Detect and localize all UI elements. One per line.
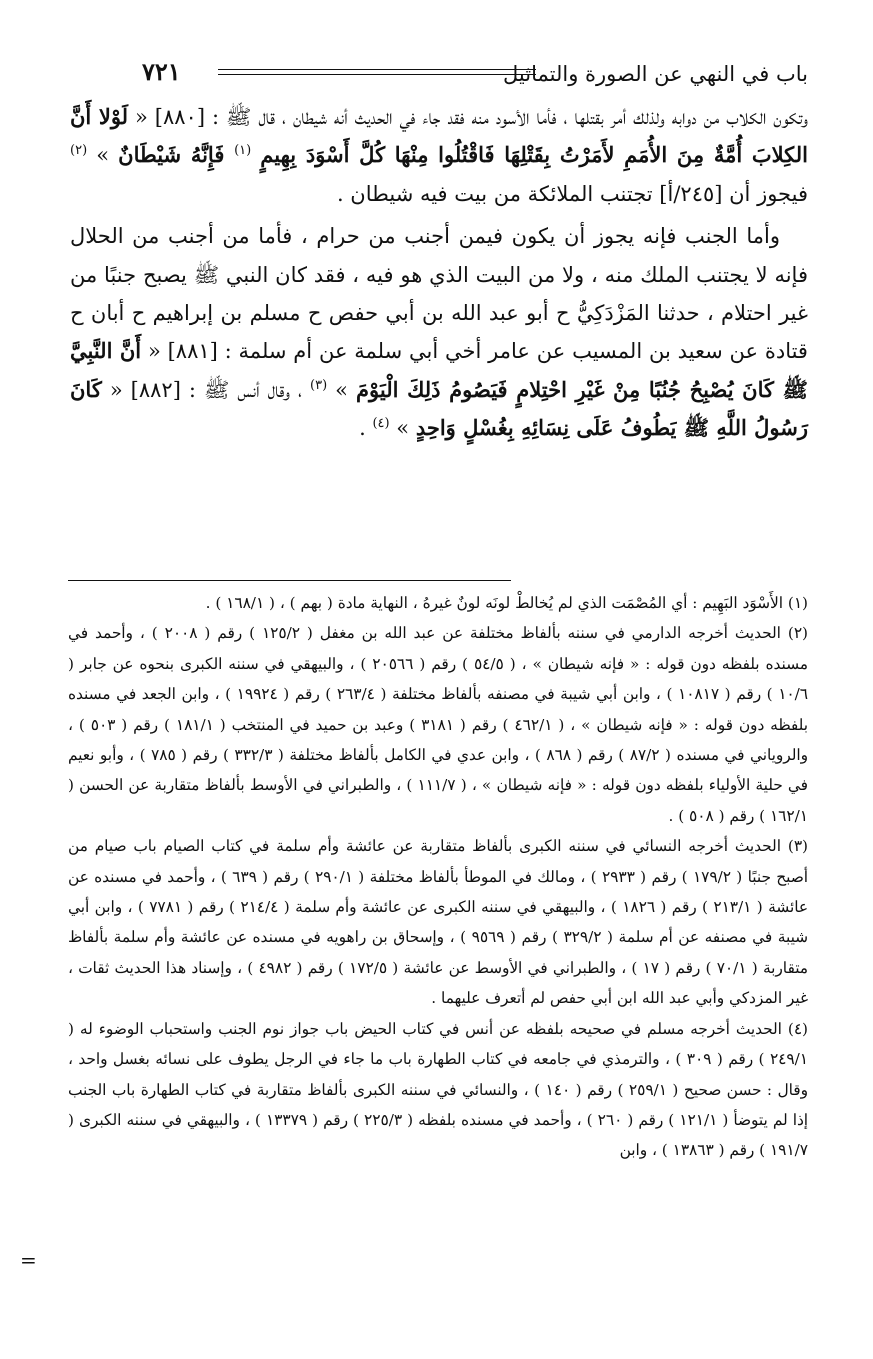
page-header (68, 58, 808, 94)
hadith-text: لَوْلا أَنَّ الكِلابَ أُمَّةٌ مِنَ الأُمَمِ لأَمَرْتُ بِقَتْلِهَا فَاقْتُلُوا مِنْهَا كُلَّ أَسْوَدَ بِهِيمٍ (70, 104, 808, 168)
text-segment: ، وقال أنس ﷺ : [٨٨٢] « (101, 377, 311, 402)
hadith-text: فَإِنَّهُ شَيْطَانٌ (118, 142, 235, 168)
footnote-ref: (٣) (310, 377, 328, 393)
footnote-3: (٣) الحديث أخرجه النسائي في سننه الكبرى بألفاظ متقاربة عن عائشة وأم سلمة في كتاب الصيام باب صيام من أصبح جنبًا ( ١٧٩/٢ ) رقم ( ٢٩٣٣ ) ، ومالك في الموطأ بألفاظ مختلفة ( ٢٩٠/١ ) رقم ( ٦٣٩ ) ، وأحمد في مسنده عن عائشة ( ٢١٣/١ ) رقم ( ١٨٢٦ ) ، والبيهقي في سننه الكبرى عن عائشة وأم سلمة ( ٢١٤/٤ ) رقم ( ٧٧٨١ ) ، وابن أبي شيبة في مصنفه عن أم سلمة ( ٣٢٩/٢ ) رقم ( ٩٥٦٩ ) ، وإسحاق بن راهويه في مسنده عن عائشة وأم سلمة بألفاظ متقاربة ( ٧٠/١ ) رقم ( ١٧ ) ، والطبراني في الأوسط عن عائشة ( ١٧٢/٥ ) رقم ( ٤٩٨٢ ) ، وإسناد هذا الحديث ثقات ، غير المزدكي وأبي عبد الله ابن أبي حفص لم أتعرف عليهما . (68, 837, 809, 1008)
footnote-2: (٢) الحديث أخرجه الدارمي في سننه بألفاظ مختلفة عن عبد الله بن مغفل ( ١٢٥/٢ ) رقم ( ٢٠٠٨ ) ، وأحمد في مسنده بلفظه دون قوله : « فإنه شيطان » ، ( ٥٤/٥ ) رقم ( ٢٠٥٦٦ ) ، والبيهقي في سننه الكبرى بنحوه عن جابر ( ١٠/٦ ) رقم ( ١٠٨١٧ ) ، وابن أبي شيبة في مصنفه بألفاظ مختلفة ( ٢٦٣/٤ ) رقم ( ١٩٩٢٤ ) ، وابن الجعد في مسنده بلفظه دون قوله : « فإنه شيطان » ، ( ٤٦٢/١ ) رقم ( ٣١٨١ ) وعبد بن حميد في المنتخب ( ١٨١/١ ) رقم ( ٥٠٣ ) ، والروياني في مسنده ( ٨٧/٢ ) رقم ( ٨٦٨ ) ، وابن عدي في الكامل بألفاظ مختلفة ( ٣٣٢/٣ ) رقم ( ٧٨٥ ) ، وأبو نعيم في حلية الأولياء بلفظه دون قوله : « فإنه شيطان » ، ( ١١١/٧ ) ، والطبراني في الأوسط بألفاظ متقاربة عن الحسن ( ١٦٢/١ ) رقم ( ٥٠٨ ) . (68, 624, 809, 825)
text-segment: . (359, 416, 373, 441)
continuation-mark: = (20, 1248, 37, 1272)
text-segment: فيجوز أن [٢٤٥/أ] تجتنب الملائكة من بيت فيه شيطان . (336, 181, 808, 206)
paragraph-2 (70, 217, 808, 447)
page-number: ٧٢١ (142, 57, 181, 86)
text-segment: » (87, 143, 119, 168)
hadith-text: كَانَ رَسُولُ اللَّهِ ﷺ يَطُوفُ عَلَى نِسَائِهِ بِغُسْلٍ وَاحِدٍ (70, 376, 808, 441)
text-segment: وتكون الكلاب من دوابه ولذلك أمر بقتلها ، فأما الأسود منه فقد جاء في الحديث أنه شيطان ، قال ﷺ : [٨٨٠] « (128, 105, 808, 129)
running-title: باب في النهي عن الصورة والتماثيل (503, 62, 808, 86)
header-double-rule (218, 69, 536, 75)
footnote-ref: (٤) (372, 416, 390, 432)
footnotes (68, 588, 808, 1166)
text-segment: وأما الجنب فإنه يجوز أن يكون فيمن أجنب من حرام ، فأما من أجنب من الحلال فإنه لا يجتنب الملك منه ، ولا من البيت الذي هو فيه ، فقد كان النبي ﷺ يصبح جنبًا من غير احتلام ، حدثنا المَزْدَكِيُّ ح أبو عبد الله بن أبي حفص ح مسلم بن إبراهيم ح أبان ح قتادة عن سعيد بن المسيب عن عامر أخي أبي سلمة عن أم سلمة : [٨٨١] « (70, 224, 808, 364)
paragraph-1 (70, 98, 808, 213)
main-text (70, 98, 808, 448)
footnote-ref: (١) (234, 143, 252, 159)
footnote-separator (68, 580, 511, 581)
footnote-1: (١) الأَسْوَد البَهِيم : أي المُصْمَت الذي لم يُخالطْ لونَه لونٌ غيرهُ ، النهاية مادة ( بهم ) ، ( ١٦٨/١ ) . (205, 594, 808, 612)
footnote-4: (٤) الحديث أخرجه مسلم في صحيحه بلفظه عن أنس في كتاب الحيض باب جواز نوم الجنب واستحباب الوضوء له ( ٢٤٩/١ ) رقم ( ٣٠٩ ) ، والترمذي في جامعه في كتاب الطهارة باب ما جاء في الرجل يطوف على نسائه بغسل واحد ، وقال : حسن صحيح ( ٢٥٩/١ ) رقم ( ١٤٠ ) ، والنسائي في سننه الكبرى بألفاظ متقاربة في كتاب الطهارة باب الجنب إذا لم يتوضأ ( ١٢١/١ ) رقم ( ٢٦٠ ) ، وأحمد في مسنده بلفظه ( ٢٢٥/٣ ) رقم ( ١٣٣٧٩ ) ، والبيهقي في سننه الكبرى ( ١٩١/٧ ) رقم ( ١٣٨٦٣ ) ، وابن (68, 1019, 809, 1160)
text-segment: » (389, 416, 416, 441)
text-segment: » (327, 377, 357, 402)
hadith-text: أَنَّ النَّبِيَّ ﷺ كَانَ يُصْبِحُ جُنُبًا مِنْ غَيْرِ احْتِلامٍ فَيَصُومُ ذَلِكَ الْيَوْمَ (70, 338, 808, 402)
footnote-ref: (٢) (70, 143, 88, 159)
